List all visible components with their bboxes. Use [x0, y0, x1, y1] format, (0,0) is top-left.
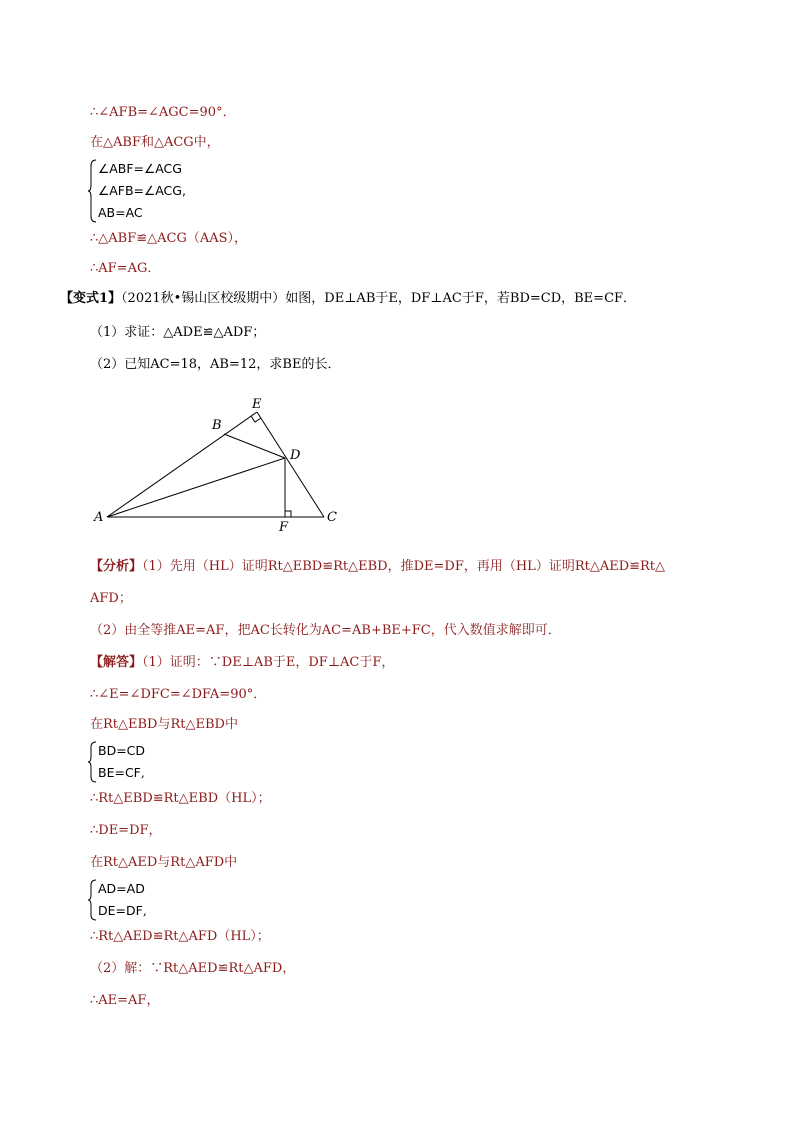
answer-line-6: 在Rt△AED与Rt△AFD中: [90, 855, 238, 870]
question-1: （1）求证：△ADE≌△ADF；: [90, 325, 266, 340]
brace1-row-2: ∠AFB=∠ACG,: [98, 183, 186, 198]
brace-icon: [88, 158, 98, 224]
segment-AD: [107, 458, 285, 517]
answer-line-7: ∴Rt△AED≌Rt△AFD（HL）；: [90, 929, 270, 944]
brace2-row-1: BD=CD: [98, 743, 146, 758]
variant-text: （2021秋•锡山区校级期中）如图，DE⊥AB于E，DF⊥AC于F，若BD=CD，BE=CF．: [121, 291, 637, 306]
variant-heading: [60, 290, 636, 308]
answer-line-8: （2）解：∵Rt△AED≌Rt△AFD，: [90, 961, 296, 976]
right-angle-F: [285, 511, 291, 517]
analysis-line-2: （2）由全等推AE=AF，把AC长转化为AC=AB+BE+FC，代入数值求解即可．: [90, 623, 561, 638]
brace1-row-3: AB=AC: [98, 205, 143, 220]
brace3-row-2: DE=DF,: [98, 903, 147, 918]
answer-tag: 【解答】: [90, 655, 143, 670]
variant-tag: 【变式1】: [60, 291, 122, 306]
brace3-row-1: AD=AD: [98, 881, 145, 896]
answer-line-1: [90, 654, 394, 672]
system-brace-2: [88, 740, 228, 784]
label-D: D: [290, 448, 301, 463]
label-F: F: [279, 520, 289, 535]
segment-BD: [224, 434, 285, 458]
answer-line-3: 在Rt△EBD与Rt△EBD中: [90, 717, 238, 732]
answer-line-9: ∴AE=AF，: [90, 993, 160, 1008]
system-brace-3: [88, 878, 228, 922]
brace2-row-2: BE=CF,: [98, 765, 145, 780]
label-E: E: [252, 397, 262, 412]
answer-line-2: ∴∠E=∠DFC=∠DFA=90°．: [90, 687, 267, 702]
answer-line-4: ∴Rt△EBD≌Rt△EBD（HL）；: [90, 791, 271, 806]
brace1-row-1: ∠ABF=∠ACG: [98, 161, 182, 176]
analysis-line-1: [90, 558, 665, 576]
question-2: （2）已知AC=18，AB=12，求BE的长．: [90, 357, 341, 372]
label-A: A: [94, 510, 104, 525]
brace-icon: [88, 740, 98, 784]
line-4: ∴AF=AG．: [90, 261, 161, 276]
answer-text-1: （1）证明：∵DE⊥AB于E，DF⊥AC于F，: [142, 655, 395, 670]
analysis-text-1: （1）先用（HL）证明Rt△EBD≌Rt△EBD，推DE=DF，再用（HL）证明Rt△AED≌Rt△: [142, 559, 666, 574]
label-C: C: [327, 510, 337, 525]
answer-line-5: ∴DE=DF，: [90, 823, 162, 838]
right-angle-E: [251, 416, 261, 422]
analysis-tag: 【分析】: [90, 559, 143, 574]
system-brace-1: [88, 158, 228, 224]
analysis-line-1b: AFD；: [90, 591, 132, 606]
line-2: 在△ABF和△ACG中，: [90, 135, 220, 150]
brace-icon: [88, 878, 98, 922]
segment-AE: [107, 412, 257, 517]
line-1: ∴∠AFB=∠AGC=90°．: [90, 105, 236, 120]
line-3: ∴△ABF≌△ACG（AAS），: [90, 231, 248, 246]
segment-EC: [257, 412, 324, 517]
label-B: B: [212, 418, 222, 433]
geometry-figure: [90, 390, 350, 535]
